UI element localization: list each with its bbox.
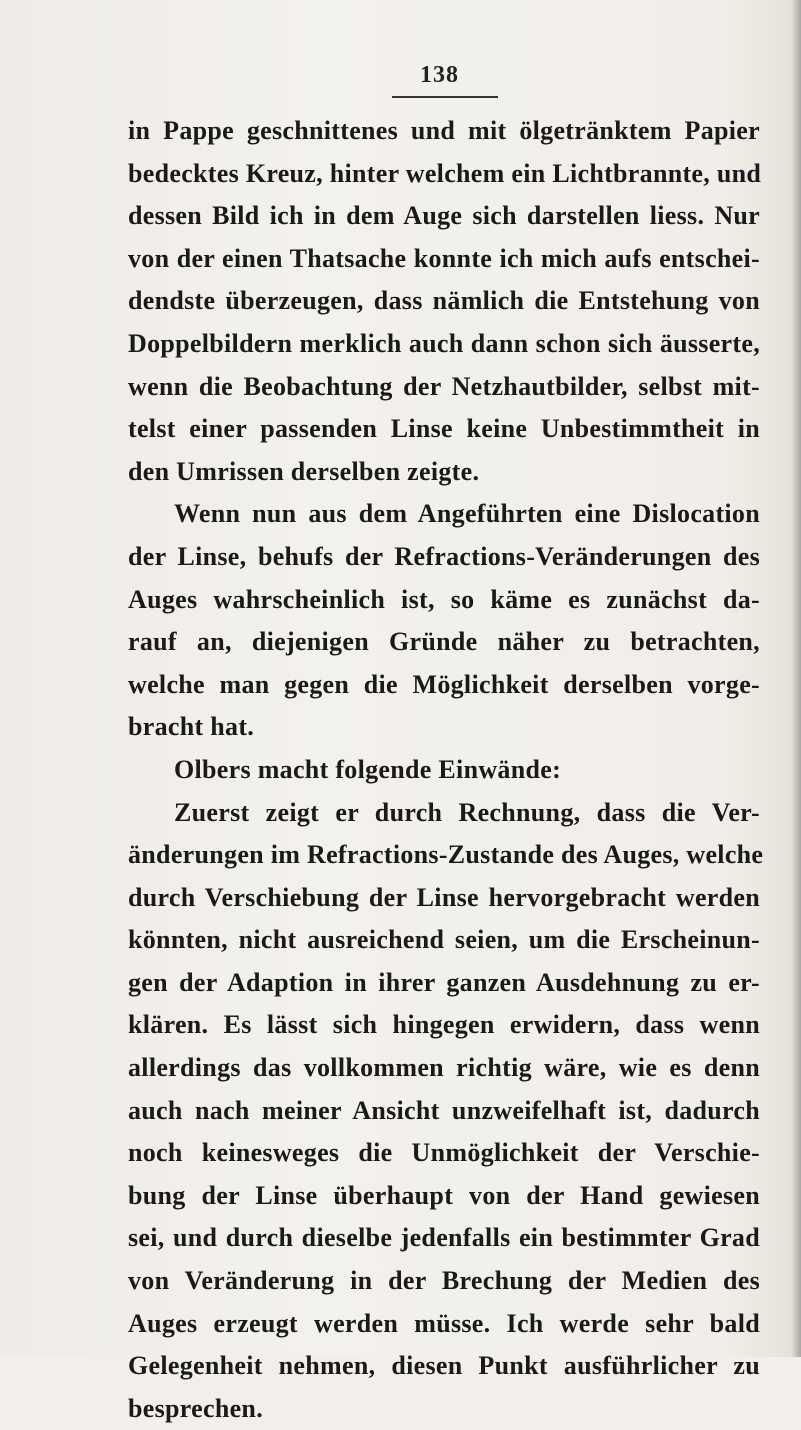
text-line: änderungen im Refractions-Zustande des Auges, welche: [128, 840, 764, 870]
text-line: telst einer passenden Linse keine Unbestimmtheit in: [128, 414, 760, 444]
text-line: Auges erzeugt werden müsse. Ich werde sehr bald: [128, 1308, 760, 1338]
text-line: Zuerst zeigt er durch Rechnung, dass die Ver-: [174, 797, 760, 827]
text-line: bung der Linse überhaupt von der Hand gewiesen: [128, 1180, 760, 1210]
text-line: von Veränderung in der Brechung der Medien des: [128, 1266, 760, 1296]
text-line: durch Verschiebung der Linse hervorgebracht werden: [128, 882, 760, 912]
text-line: klären. Es lässt sich hingegen erwidern, dass wenn: [128, 1010, 760, 1040]
text-line: welche man gegen die Möglichkeit derselben vorge-: [128, 669, 760, 699]
text-line: den Umrissen derselben zeigte.: [128, 456, 480, 486]
text-line: der Linse, behufs der Refractions-Veränderungen des: [128, 541, 760, 571]
text-line: wenn die Beobachtung der Netzhautbilder, selbst mit-: [128, 371, 760, 401]
text-line: allerdings das vollkommen richtig wäre, wie es denn: [128, 1053, 760, 1083]
body-text: [128, 110, 764, 1430]
text-line: Gelegenheit nehmen, diesen Punkt ausführlicher zu: [128, 1351, 760, 1381]
page-edge-shadow: [791, 0, 801, 1357]
text-line: in Pappe geschnittenes und mit ölgetränktem Papier: [128, 116, 760, 145]
text-line: dessen Bild ich in dem Auge sich darstellen liess. Nur: [128, 201, 760, 231]
text-line: Wenn nun aus dem Angeführten eine Dislocation: [174, 499, 760, 529]
text-line: bracht hat.: [128, 712, 255, 742]
text-line: auch nach meiner Ansicht unzweifelhaft ist, dadurch: [128, 1095, 760, 1125]
header-rule: [392, 96, 498, 98]
text-line: sei, und durch dieselbe jedenfalls ein bestimmter Grad: [128, 1223, 760, 1253]
text-line: von der einen Thatsache konnte ich mich aufs entschei-: [128, 243, 760, 273]
text-line: Doppelbildern merklich auch dann schon sich äusserte,: [128, 328, 760, 358]
text-line: gen der Adaption in ihrer ganzen Ausdehnung zu er-: [128, 967, 760, 997]
page-number: 138: [420, 62, 459, 88]
text-line: könnten, nicht ausreichend seien, um die Erscheinun-: [128, 925, 760, 955]
text-line: rauf an, diejenigen Gründe näher zu betrachten,: [128, 627, 760, 657]
text-line: besprechen.: [128, 1393, 263, 1423]
text-line: Olbers macht folgende Einwände:: [174, 754, 562, 784]
text-line: noch keinesweges die Unmöglichkeit der Verschie-: [128, 1138, 760, 1168]
text-line: dendste überzeugen, dass nämlich die Entstehung von: [128, 286, 760, 316]
text-line: bedecktes Kreuz, hinter welchem ein Lichtbrannte, und: [128, 158, 762, 188]
text-line: Auges wahrscheinlich ist, so käme es zunächst da-: [128, 584, 760, 614]
